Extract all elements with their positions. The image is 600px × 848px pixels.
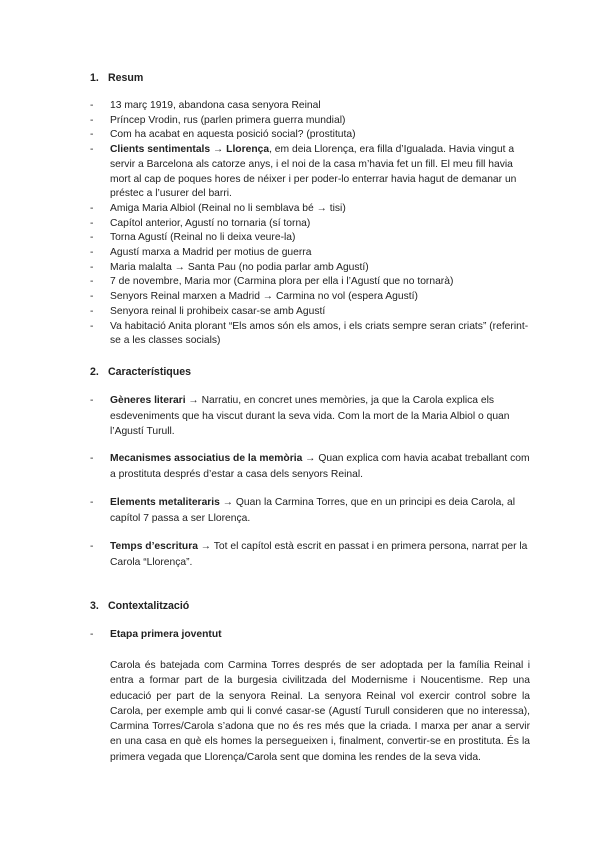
summary-item — [90, 320, 530, 349]
section-title: Contextalització — [108, 600, 190, 612]
summary-item-text: Agustí marxa a Madrid per motius de guerra — [110, 247, 312, 259]
section-title: Resum — [108, 72, 144, 84]
summary-item — [90, 143, 530, 202]
summary-item-bold: Clients sentimentals → Llorença — [110, 144, 270, 156]
section-title: Característiques — [108, 366, 192, 378]
characteristic-item — [90, 539, 530, 570]
summary-item-text: Torna Agustí (Reinal no li deixa veure-la) — [110, 232, 296, 244]
characteristic-item — [90, 495, 530, 526]
summary-item — [90, 290, 530, 305]
summary-item — [90, 261, 530, 276]
summary-item-text: Com ha acabat en aquesta posició social? (prostituta) — [110, 129, 356, 141]
summary-item — [90, 246, 530, 261]
summary-item-text: 13 març 1919, abandona casa senyora Reinal — [110, 100, 321, 111]
summary-item-text: , em deia Llorença, era filla d’Igualada. Havia vingut a servir a Barcelona als catorze anys, i el noi de la casa m’havia fet un fill. El meu fill havia mort al cap de poques hores de néixer i per poder-lo enterrar havia hagut de demanar un préstec a l’usurer del barri. — [110, 144, 517, 200]
section-heading-caracteristiques — [90, 366, 191, 379]
section-heading-resum — [90, 72, 143, 85]
section-number: 3. — [90, 600, 99, 612]
summary-item — [90, 128, 530, 143]
characteristic-text: → Quan explica com havia acabat treballant com a prostituta després d’estar a casa dels senyors Reinal. — [110, 453, 530, 480]
summary-item — [90, 305, 530, 320]
characteristic-item — [90, 451, 530, 482]
summary-item-text: 7 de novembre, Maria mor (Carmina plora per ella i l’Agustí que no tornarà) — [110, 276, 454, 288]
subheading-etapa: - Etapa primera joventut — [90, 628, 222, 642]
summary-item-text: Va habitació Anita plorant “Els amos són els amos, i els criats sempre seran criats” (referint-se a les classes socials) — [110, 320, 529, 347]
summary-item-text: Maria malalta → Santa Pau (no podia parlar amb Agustí) — [110, 261, 369, 273]
summary-item-text: Senyors Reinal marxen a Madrid → Carmina no vol (espera Agustí) — [110, 291, 418, 303]
characteristic-term: Gèneres literari — [110, 395, 186, 406]
section-number: 2. — [90, 366, 99, 378]
characteristic-text: → Tot el capítol està escrit en passat i en primera persona, narrat per la Carola “Llorença”. — [110, 541, 528, 568]
summary-item — [90, 275, 530, 290]
characteristic-term: Elements metaliteraris — [110, 497, 220, 508]
summary-item-text: Senyora reinal li prohibeix casar-se amb Agustí — [110, 305, 326, 317]
summary-item — [90, 99, 530, 114]
characteristic-term: Mecanismes associatius de la memòria — [110, 453, 303, 464]
summary-item-text: Príncep Vrodin, rus (parlen primera guerra mundial) — [110, 114, 346, 126]
summary-item-text: Capítol anterior, Agustí no tornaria (sí torna) — [110, 217, 311, 229]
characteristic-item — [90, 393, 530, 440]
section-heading-contextualitzacio — [90, 600, 189, 613]
characteristic-text: → Quan la Carmina Torres, que en un principi es deia Carola, al capítol 7 passa a ser Llorença. — [110, 497, 516, 524]
summary-item-text: Amiga Maria Albiol (Reinal no li semblava bé → tisi) — [110, 202, 346, 214]
summary-item — [90, 202, 530, 217]
summary-item — [90, 231, 530, 246]
characteristic-term: Temps d’escritura — [110, 541, 198, 552]
summary-item — [90, 217, 530, 232]
summary-item — [90, 114, 530, 129]
summary-list — [90, 99, 530, 349]
characteristic-text: → Narratiu, en concret unes memòries, ja que la Carola explica els esdeveniments que ha viscut durant la seva vida. Com la mort de la Maria Albiol o quan l’Agustí Turull. — [110, 395, 510, 437]
section-number: 1. — [90, 72, 99, 84]
context-paragraph: Carola és batejada com Carmina Torres després de ser adoptada per la família Reinal i entra a formar part de la burgesia civilitzada del Modernisme i Noucentisme. Rep una educació per part de la senyora Reinal. La senyora Reinal vol exercir control sobre la Carola, per exemple amb qui li convé casar-se (Agustí Turull consideren que no interessa), Carmina Torres/Carola s’adona que no és res més que la criada. I marxa per anar a servir en una casa en què els homes la persegueixen i, finalment, convertir-se en prostituta. És la primera vegada que Llorença/Carola sent que domina les rendes de la seva vida. — [110, 660, 530, 763]
